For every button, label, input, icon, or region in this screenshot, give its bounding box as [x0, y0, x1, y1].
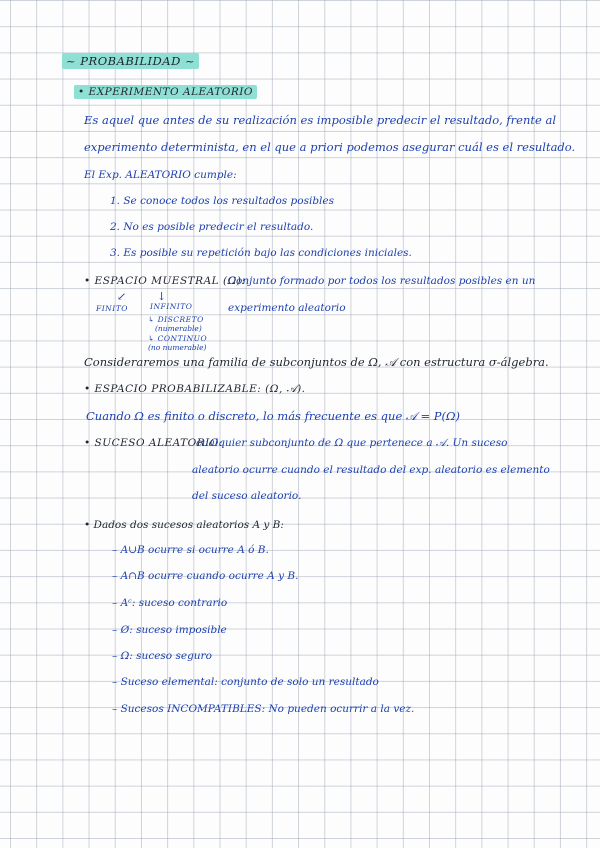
familia-line: Consideraremos una familia de subconjuntos de Ω, 𝒜 con estructura σ-álgebra. [84, 355, 549, 369]
dados-item-elemental: – Suceso elemental: conjunto de solo un resultado [112, 676, 379, 688]
section-heading-text: • EXPERIMENTO ALEATORIO [74, 85, 257, 99]
cumple-item-2: 2. No es posible predecir el resultado. [110, 221, 314, 233]
suceso-line-1: cualquier subconjunto de Ω que pertenece a 𝒜. Un suceso [196, 437, 508, 449]
dados-item-contrario: – Aᶜ: suceso contrario [112, 597, 228, 609]
espacio-muestral-desc-2: experimento aleatorio [228, 302, 346, 314]
dados-item-union: – A∪B ocurre si ocurre A ó B. [112, 544, 269, 556]
continuo-sub: (no numerable) [148, 343, 207, 352]
infinito-label: INFINITO [150, 302, 193, 311]
dados-item-interseccion: – A∩B ocurre cuando ocurre A y B. [112, 570, 299, 582]
title-text: ~ PROBABILIDAD ~ [62, 53, 199, 69]
arrow-down-left-icon: ↙ [117, 290, 127, 303]
page-title [62, 56, 199, 68]
dados-item-seguro: – Ω: suceso seguro [112, 650, 212, 662]
suceso-line-3: del suceso aleatorio. [192, 490, 302, 502]
cumple-item-1: 1. Se conoce todos los resultados posibles [110, 195, 334, 207]
espacio-muestral-label: • ESPACIO MUESTRAL (Ω): [84, 275, 246, 287]
discreto-label: ↳ DISCRETO [148, 315, 204, 324]
arrow-down-icon: ↓ [157, 290, 167, 303]
suceso-label: • SUCESO ALEATORIO: [84, 437, 223, 449]
definition-line-1: Es aquel que antes de su realización es imposible predecir el resultado, frente al [84, 113, 557, 127]
finito-label: FINITO [96, 304, 128, 313]
espacio-muestral-desc-1: Conjunto formado por todos los resultados posibles en un [228, 275, 536, 287]
continuo-label: ↳ CONTINUO [148, 334, 208, 343]
section-heading-experimento [74, 87, 257, 98]
discreto-sub: (numerable) [155, 324, 202, 333]
dados-item-imposible: – Ø: suceso imposible [112, 624, 227, 636]
dados-intro: • Dados dos sucesos aleatorios A y B: [84, 519, 284, 531]
probabilizable-note: Cuando Ω es finito o discreto, lo más frecuente es que 𝒜 = P(Ω) [86, 409, 460, 423]
suceso-line-2: aleatorio ocurre cuando el resultado del exp. aleatorio es elemento [192, 464, 550, 476]
probabilizable-label: • ESPACIO PROBABILIZABLE: (Ω, 𝒜). [84, 383, 306, 395]
definition-line-2: experimento determinista, en el que a priori podemos asegurar cuál es el resultado. [84, 140, 576, 154]
cumple-intro: El Exp. ALEATORIO cumple: [84, 169, 237, 181]
dados-item-incompatibles: – Sucesos INCOMPATIBLES: No pueden ocurrir a la vez. [112, 703, 415, 715]
cumple-item-3: 3. Es posible su repetición bajo las condiciones iniciales. [110, 247, 412, 259]
